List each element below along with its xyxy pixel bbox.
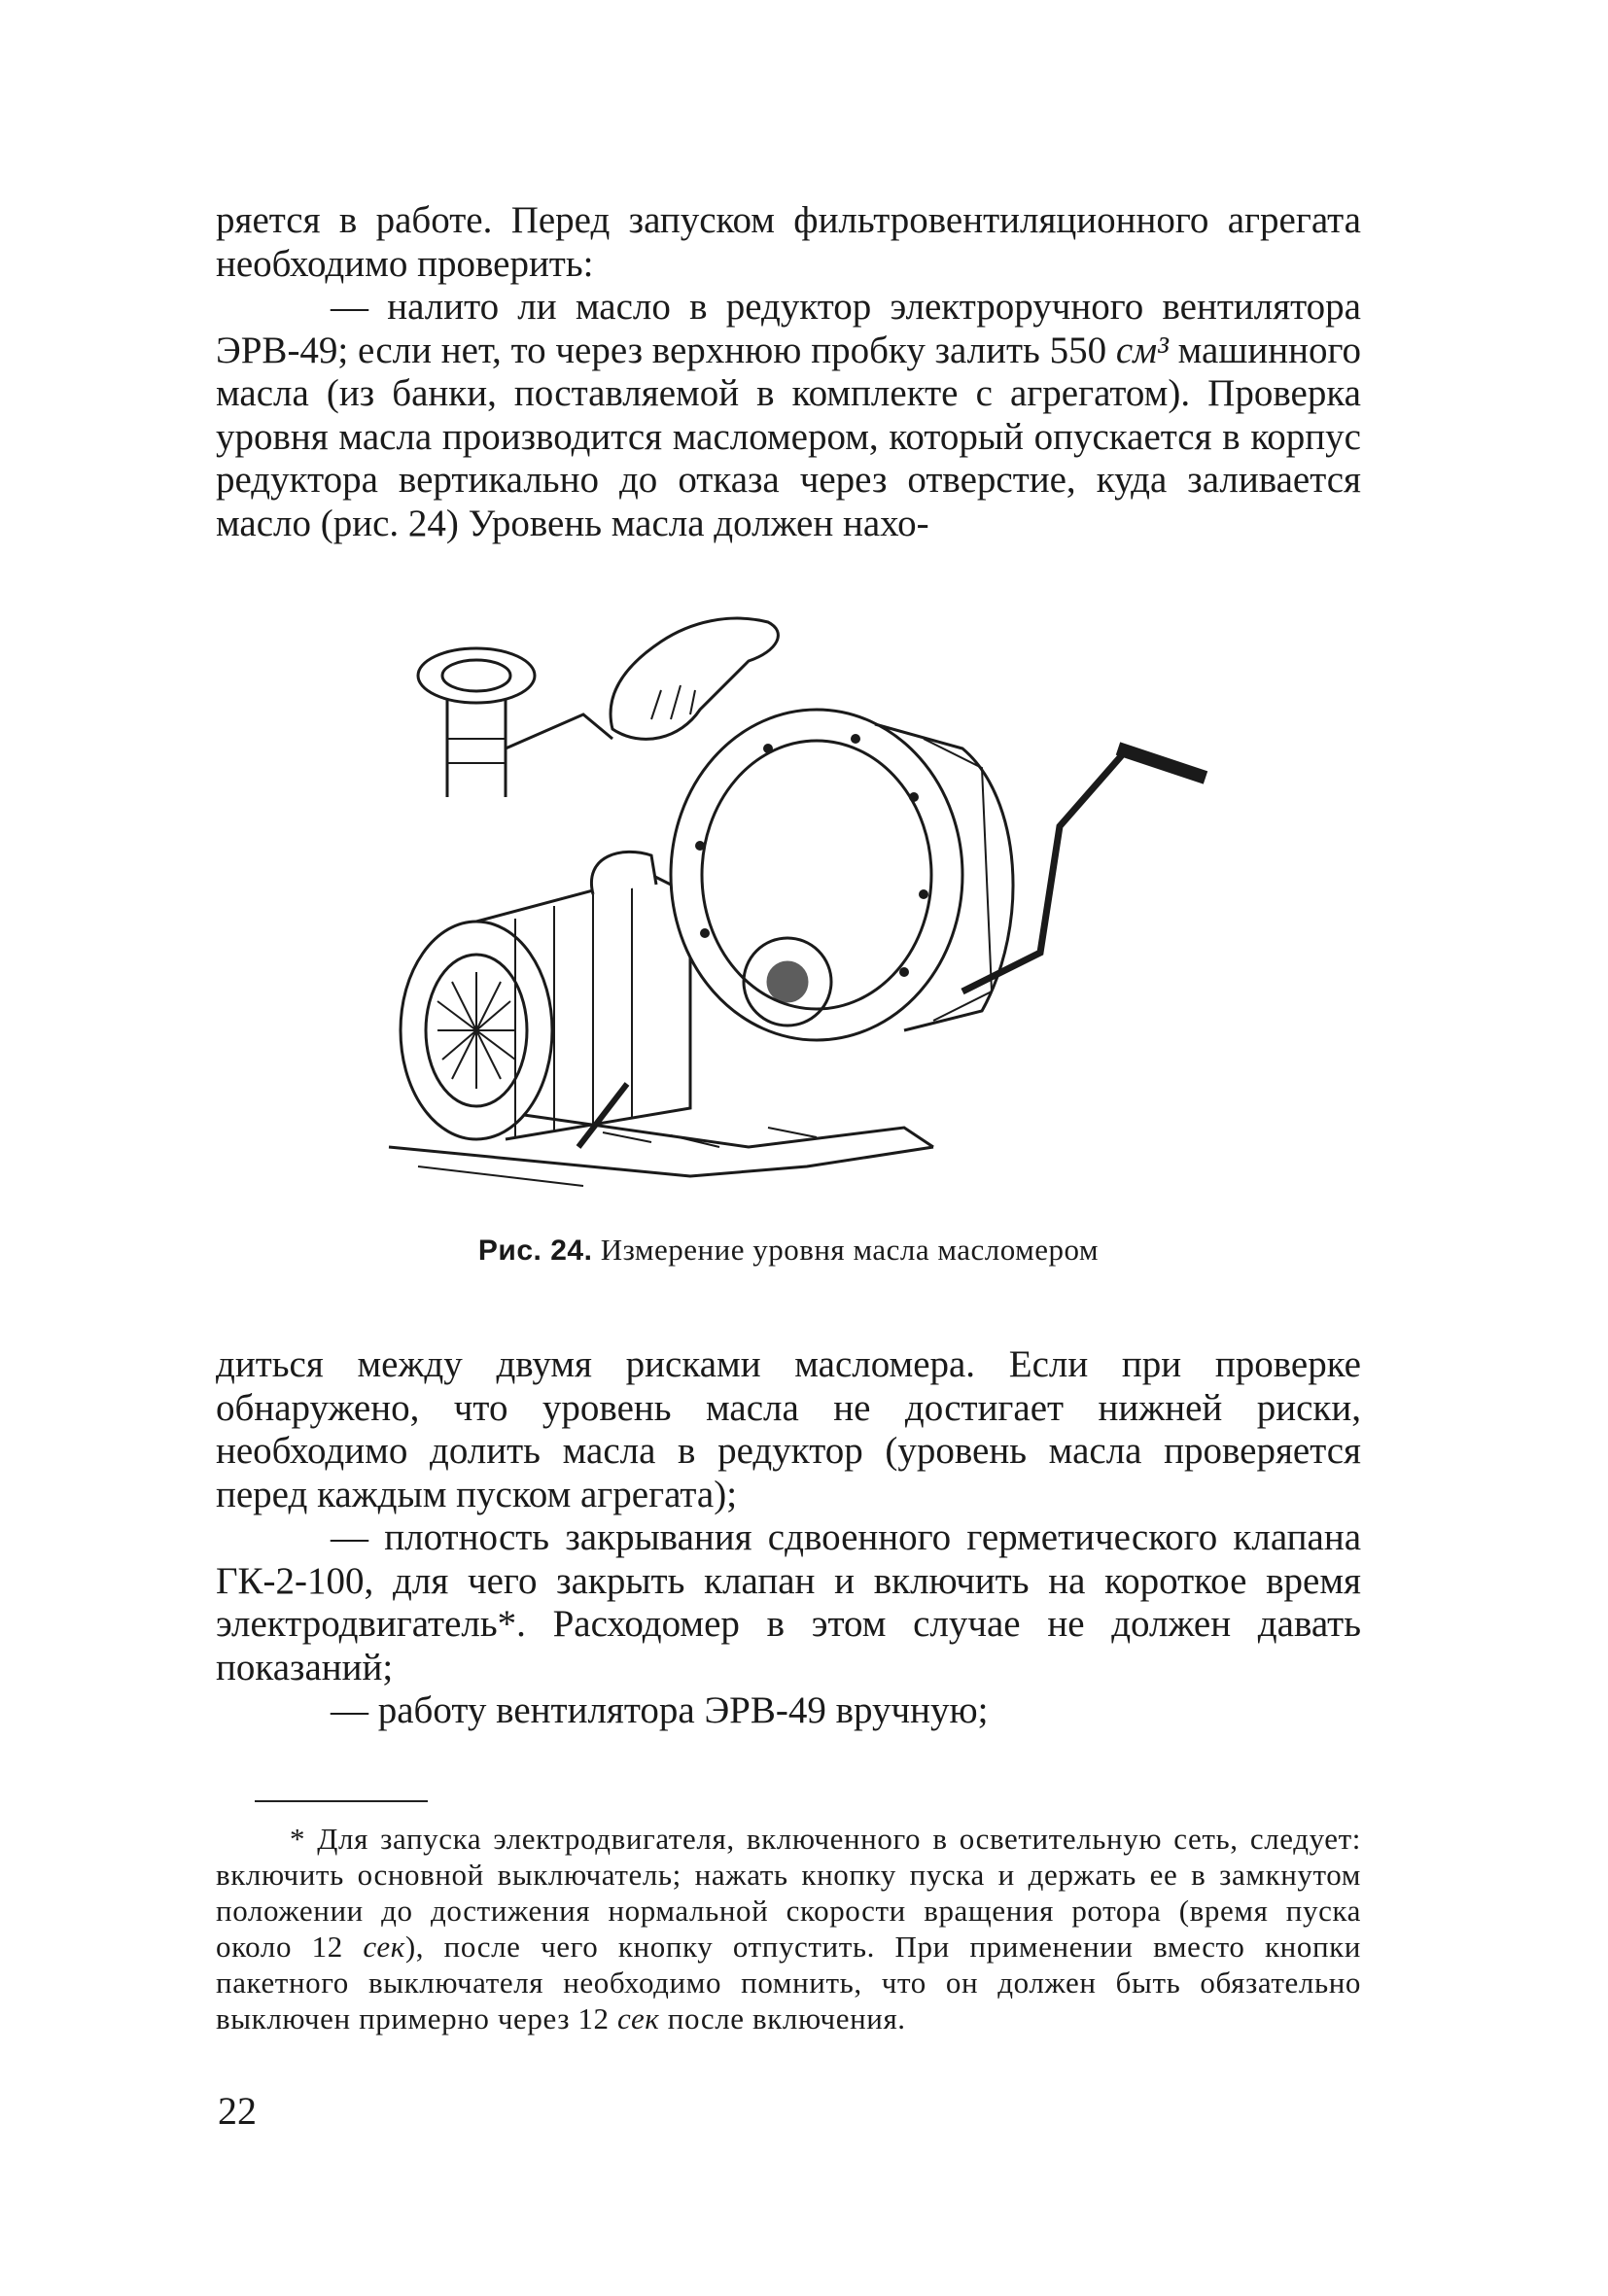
footnote-divider — [255, 1800, 428, 1802]
text-block-bottom — [216, 1343, 1361, 1733]
ventilator-drawing — [360, 603, 1225, 1205]
paragraph: — работу вентилятора ЭРВ-49 вручную; — [331, 1689, 989, 1731]
caption-label: Рис. 24. — [477, 1235, 593, 1267]
footnote — [216, 1821, 1361, 2036]
footnote-text: * Для запуска электродвигателя, включенного в осветительную сеть, следует: включить основной выключатель; нажать кнопку пуска и держать ее в замкнутом положении до достижения нормальной скорости вращения ротора (время пуска около 12 — [216, 1822, 1361, 1964]
figure-fan-illustration — [360, 603, 1225, 1205]
text-block-top — [216, 199, 1361, 545]
paragraph: ряется в работе. Перед запуском фильтровентиляционного агрегата необходимо проверить: — [216, 199, 1361, 285]
paragraph: — плотность закрывания сдвоенного герметического клапана ГК-2-100, для чего закрыть клапан и включить на короткое время электродвигатель*. Расходомер в этом случае не должен давать показаний; — [216, 1516, 1361, 1688]
unit-text: сек — [617, 2001, 660, 2035]
caption-text: Измерение уровня масла масломером — [592, 1233, 1100, 1267]
unit-text: сек — [363, 1930, 405, 1964]
footnote-text: после включения. — [659, 2001, 906, 2035]
page-number: 22 — [218, 2089, 257, 2133]
paragraph-text: — налито ли масло в редуктор электроручного вентилятора ЭРВ-49; если нет, то через верхнюю пробку залить 550 — [216, 286, 1361, 371]
paragraph-text: машинного масла (из банки, поставляемой в комплекте с агрегатом). Проверка уровня масла производится масломером, который опускается в корпус редуктора вертикально до отказа через отверстие, куда заливается масло (рис. 24) Уровень масла должен нахо- — [216, 329, 1361, 544]
paragraph — [216, 286, 1361, 545]
figure-caption — [216, 1233, 1361, 1268]
unit-text: см³ — [1115, 329, 1169, 371]
paragraph: диться между двумя рисками масломера. Если при проверке обнаружено, что уровень масла не достигает нижней риски, необходимо долить масла в редуктор (уровень масла проверяется перед каждым пуском агрегата); — [216, 1343, 1361, 1515]
footnote-text: ), после чего кнопку отпустить. При применении вместо кнопки пакетного выключателя необходимо помнить, что он должен быть обязательно выключен примерно через 12 — [216, 1930, 1361, 2035]
